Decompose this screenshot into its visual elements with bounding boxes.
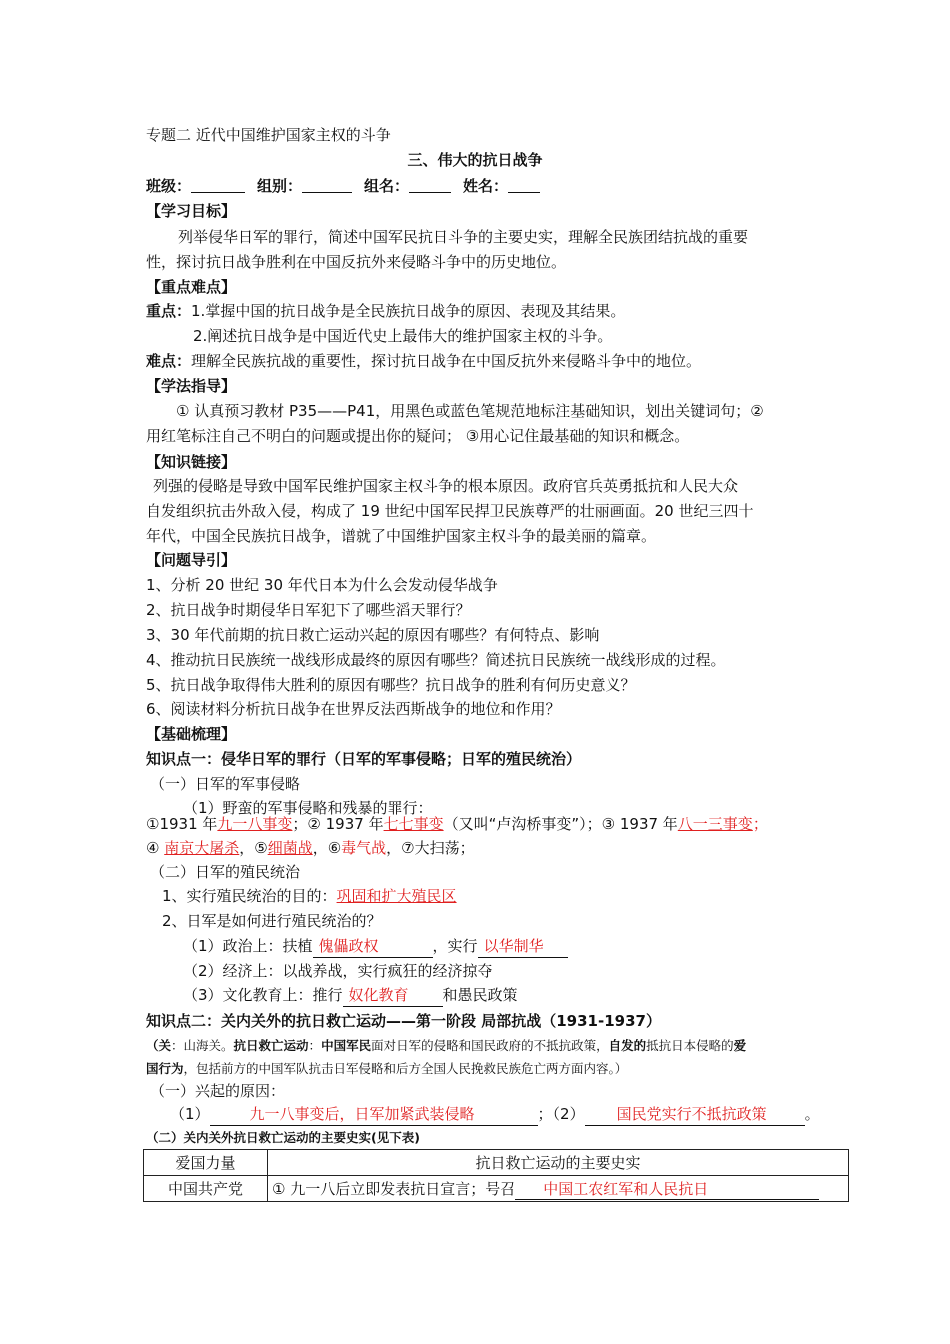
table-header-cell: 爱国力量 <box>144 1150 268 1176</box>
answer-text: 傀儡政权 <box>318 937 379 955</box>
method-text-1: ① 认真预习教材 P35——P41，用黑色或蓝色笔规范地标注基础知识，划出关键词句；② <box>176 402 764 420</box>
question-item: 3、30 年代前期的抗日救亡运动兴起的原因有哪些？有何特点、影响 <box>146 626 600 644</box>
link-text-3: 年代，中国全民族抗日战争，谱就了中国维护国家主权斗争的最美丽的篇章。 <box>146 527 657 545</box>
difficulty: 难点：理解全民族抗战的重要性，探讨抗日战争在中国反抗外来侵略斗争中的地位。 <box>146 352 702 370</box>
answer-text: 巩固和扩大殖民区 <box>336 887 457 905</box>
method-heading: 【学法指导】 <box>146 377 237 395</box>
crimes-line-1: ①1931 年九一八事变；② 1937 年七七事变（又叫“卢沟桥事变”）；③ 1937 年八一三事变； <box>146 815 768 833</box>
answer-text: 七七事变 <box>383 815 444 833</box>
questions-heading: 【问题导引】 <box>146 551 237 569</box>
groupname-label: 组名： <box>364 177 410 195</box>
question-item: 2、抗日战争时期侵华日军犯下了哪些滔天罪行？ <box>146 601 471 619</box>
colonial-economy: （2）经济上：以战养战，实行疯狂的经济掠夺 <box>183 962 493 980</box>
question-item: 4、推动抗日民族统一战线形成最终的原因有哪些？简述抗日民族统一战线形成的过程。 <box>146 651 726 669</box>
key-point-2: 2.阐述抗日战争是中国近代史上最伟大的维护国家主权的斗争。 <box>193 327 613 345</box>
group-label: 组别： <box>257 177 303 195</box>
kp1-section-1: （一）日军的军事侵略 <box>150 775 301 793</box>
topic-line: 专题二 近代中国维护国家主权的斗争 <box>146 126 391 144</box>
class-blank[interactable] <box>191 176 245 193</box>
answer-text: 南京大屠杀 <box>164 839 240 857</box>
answer-text: 国民党实行不抵抗政策 <box>616 1105 767 1123</box>
colonial-politics: （1）政治上：扶植 傀儡政权 ，实行 以华制华 <box>183 935 568 958</box>
knowledge-point-1-title: 知识点一：侵华日军的罪行（日军的军事侵略；日军的殖民统治） <box>146 750 582 768</box>
page-title: 三、伟大的抗日战争 <box>407 151 543 169</box>
answer-blank <box>515 1178 819 1200</box>
answer-blank <box>313 935 433 958</box>
goals-text-1: 列举侵华日军的罪行，简述中国军民抗日斗争的主要史实，理解全民族团结抗战的重要 <box>178 228 749 246</box>
knowledge-point-2-title: 知识点二：关内关外的抗日救亡运动——第一阶段 局部抗战（1931-1937） <box>146 1012 661 1030</box>
answer-text: 九一八事变 <box>217 815 293 833</box>
table-cell: ① 九一八后立即发表抗日宣言；号召 中国工农红军和人民抗日 <box>268 1176 849 1202</box>
group-blank[interactable] <box>302 176 352 193</box>
goals-heading: 【学习目标】 <box>146 202 237 220</box>
crimes-line-2: ④ 南京大屠杀，⑤细菌战，⑥毒气战，⑦大扫荡； <box>146 839 475 857</box>
answer-text: 中国工农红军和人民抗日 <box>543 1179 709 1198</box>
link-text-2: 自发组织抗击外敌入侵，构成了 19 世纪中国军民捍卫民族尊严的壮丽画面。20 世纪三四十 <box>146 502 754 520</box>
colonial-culture: （3）文化教育上：推行 奴化教育 和愚民政策 <box>183 984 518 1007</box>
answer-blank <box>343 984 443 1007</box>
groupname-blank[interactable] <box>409 176 451 193</box>
question-item: 1、分析 20 世纪 30 年代日本为什么会发动侵华战争 <box>146 576 498 594</box>
info-fields-line <box>146 175 540 197</box>
name-label: 姓名： <box>463 177 509 195</box>
class-label: 班级： <box>146 177 192 195</box>
method-text-2: 用红笔标注自己不明白的问题或提出你的疑问； ③用心记住最基础的知识和概念。 <box>146 427 690 445</box>
reasons-line: （1） 九一八事变后，日军加紧武装侵略 ；（2） 国民党实行不抵抗政策 。 <box>170 1103 820 1126</box>
kp1-section-1-sub: （1）野蛮的军事侵略和残暴的罪行： <box>183 799 433 817</box>
answer-blank <box>478 935 568 958</box>
table-cell: 中国共产党 <box>144 1176 268 1202</box>
kp1-section-2: （二）日军的殖民统治 <box>150 863 301 881</box>
answer-text: 以华制华 <box>483 937 544 955</box>
link-heading: 【知识链接】 <box>146 453 237 471</box>
kp2-section-2: （二）关内关外抗日救亡运动的主要史实(见下表) <box>146 1130 420 1145</box>
answer-blank <box>210 1103 538 1126</box>
answer-text: 细菌战 <box>267 839 313 857</box>
question-item: 6、阅读材料分析抗日战争在世界反法西斯战争的地位和作用？ <box>146 700 561 718</box>
answer-text: 毒气战 <box>341 839 387 857</box>
colonial-purpose: 1、实行殖民统治的目的：巩固和扩大殖民区 <box>162 887 457 905</box>
name-blank[interactable] <box>508 176 540 193</box>
answer-text: 九一八事变后，日军加紧武装侵略 <box>249 1105 475 1123</box>
answer-text: 奴化教育 <box>348 986 409 1004</box>
table-row <box>144 1176 849 1202</box>
question-item: 5、抗日战争取得伟大胜利的原因有哪些？抗日战争的胜利有何历史意义？ <box>146 676 636 694</box>
kp2-section-1: （一）兴起的原因： <box>150 1082 286 1100</box>
link-text-1: 列强的侵略是导致中国军民维护国家主权斗争的根本原因。政府官兵英勇抵抗和人民大众 <box>153 477 739 495</box>
keypoints-heading: 【重点难点】 <box>146 278 237 296</box>
key-point-1: 重点：1.掌握中国的抗日战争是全民族抗日战争的原因、表现及其结果。 <box>146 302 626 320</box>
table-header-cell: 抗日救亡运动的主要史实 <box>268 1150 849 1176</box>
colonial-how: 2、日军是如何进行殖民统治的？ <box>162 912 382 930</box>
table-header-row <box>144 1150 849 1176</box>
answer-text: 八一三事变 <box>677 815 753 833</box>
basics-heading: 【基础梳理】 <box>146 725 237 743</box>
note-line-2: 国行为，包括前方的中国军队抗击日军侵略和后方全国人民挽救民族危亡两方面内容。） <box>146 1061 628 1076</box>
goals-text-2: 性，探讨抗日战争胜利在中国反抗外来侵略斗争中的历史地位。 <box>146 253 567 271</box>
answer-blank <box>585 1103 805 1126</box>
history-table <box>143 1149 849 1202</box>
note-line-1: （关：山海关。抗日救亡运动：中国军民面对日军的侵略和国民政府的不抵抗政策，自发的抵抗日本侵略的爱 <box>146 1038 747 1053</box>
